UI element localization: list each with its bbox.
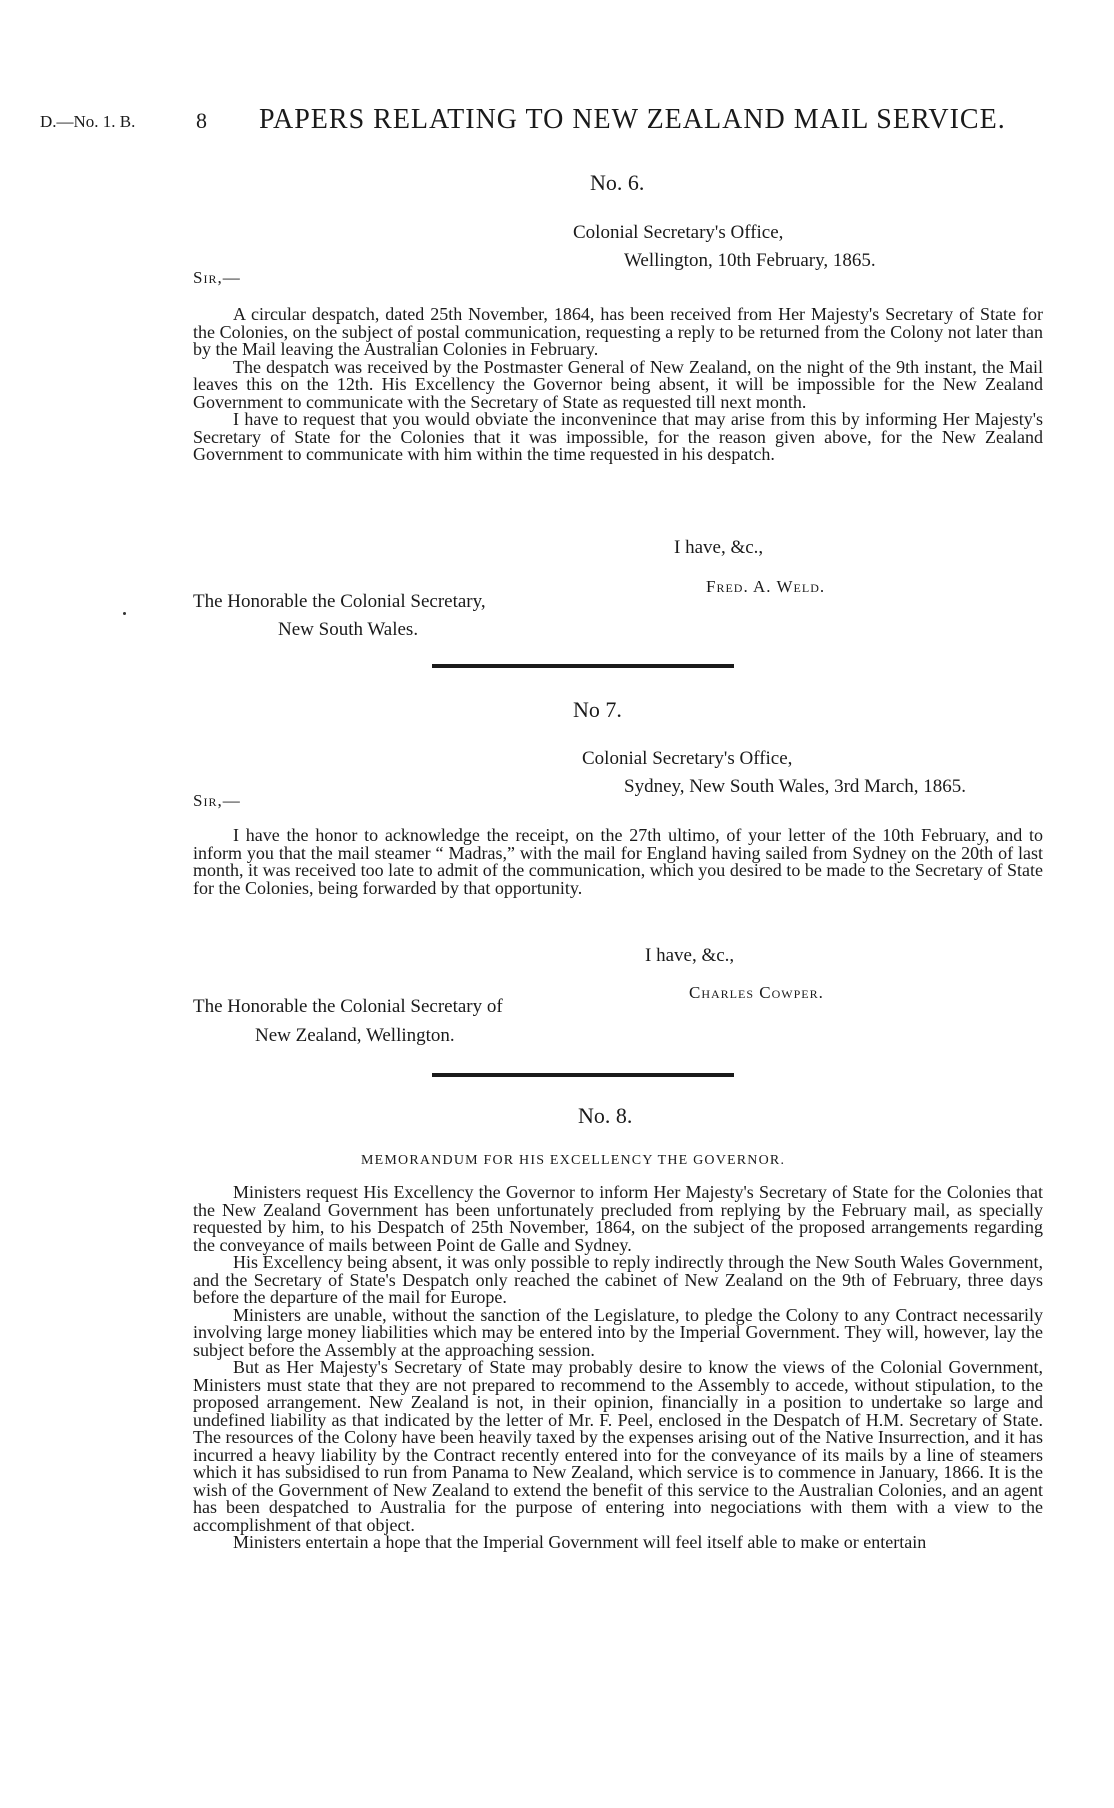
margin-mark <box>123 612 126 615</box>
memo-8-paragraph: His Excellency being absent, it was only possible to reply indirectly through the New South Wales Government, and the Secretary of State's Despatch only reached the cabinet of New Zealand on the 9th of February, three days before the departure of the mail for Europe. <box>193 1252 1043 1307</box>
letter-7-addressee-location: New Zealand, Wellington. <box>255 1025 455 1046</box>
memo-8-number: No. 8. <box>578 1103 633 1128</box>
letter-6-salutation: Sir,— <box>193 268 241 287</box>
memo-8-paragraph: But as Her Majesty's Secretary of State may probably desire to know the views of the Colonial Government, Ministers must state that they are not prepared to recommend to the Assembly to accede, without stipulation, to the proposed arrangement. New Zealand is not, in their opinion, financially in a position to undertake so large and undefined liability as that indicated by the letter of Mr. F. Peel, enclosed in the Despatch of H.M. Secretary of State. The resources of the Colony have been heavily taxed by the expenses arising out of the Native Insurrection, and it has incurred a heavy liability by the Contract recently entered into for the conveyance of its mails by a line of steamers which it has subsidised to run from Panama to New Zealand, which service is to commence in January, 1866. It is the wish of the Government of New Zealand to extend the benefit of this service to the Australian Colonies, and an agent has been despatched to Australia for the purpose of entering into negociations with them with a view to the accomplishment of that object. <box>193 1357 1043 1535</box>
letter-6-addressee-location: New South Wales. <box>278 619 419 640</box>
letter-7-number: No 7. <box>573 697 622 722</box>
letter-7-body <box>193 827 1043 897</box>
letter-7-salutation: Sir,— <box>193 791 241 810</box>
letter-7-office: Colonial Secretary's Office, <box>582 748 793 769</box>
letter-6-signature: Fred. A. Weld. <box>706 577 826 596</box>
document-reference: D.—No. 1. B. <box>40 112 136 131</box>
page-title: PAPERS RELATING TO NEW ZEALAND MAIL SERVICE. <box>259 104 1006 135</box>
memo-8-paragraph: Ministers entertain a hope that the Imperial Government will feel itself able to make or entertain <box>233 1532 927 1552</box>
letter-6-addressee: The Honorable the Colonial Secretary, <box>193 591 486 612</box>
letter-6-paragraph: A circular despatch, dated 25th November, 1864, has been received from Her Majesty's Secretary of State for the Colonies, on the subject of postal communication, requesting a reply to be returned from the Colony not later than by the Mail leaving the Australian Colonies in February. <box>193 304 1043 359</box>
memo-8-paragraph: Ministers request His Excellency the Governor to inform Her Majesty's Secretary of State for the Colonies that the New Zealand Government has been unfortunately precluded from replying by the February mail, as specially requested by him, to his Despatch of 25th November, 1864, on the subject of the proposed arrangements regarding the conveyance of mails between Point de Galle and Sydney. <box>193 1182 1043 1255</box>
letter-6-closing: I have, &c., <box>674 537 764 558</box>
letter-7-signature: Charles Cowper. <box>689 983 824 1002</box>
letter-6-number: No. 6. <box>590 170 645 195</box>
memo-8-heading: MEMORANDUM FOR HIS EXCELLENCY THE GOVERNOR. <box>361 1153 786 1168</box>
letter-6-office: Colonial Secretary's Office, <box>573 222 784 243</box>
section-divider <box>432 1073 734 1077</box>
memo-8-body <box>193 1184 1043 1552</box>
section-divider <box>432 664 734 668</box>
letter-7-place-date: Sydney, New South Wales, 3rd March, 1865. <box>624 776 967 797</box>
letter-6-body <box>193 306 1043 464</box>
page-number: 8 <box>196 108 207 133</box>
memo-8-paragraph: Ministers are unable, without the sanction of the Legislature, to pledge the Colony to any Contract necessarily involving large money liabilities which may be entered into by the Imperial Government. They will, however, lay the subject before the Assembly at the approaching session. <box>193 1304 1043 1360</box>
letter-7-paragraph: I have the honor to acknowledge the receipt, on the 27th ultimo, of your letter of the 10th February, and to inform you that the mail steamer “ Madras,” with the mail for England having sailed from Sydney on the 20th of last month, it was received too late to admit of the communication, which you desired to be made to the Secretary of State for the Colonies, being forwarded by that opportunity. <box>193 825 1043 898</box>
letter-7-closing: I have, &c., <box>645 945 735 966</box>
letter-6-paragraph: The despatch was received by the Postmaster General of New Zealand, on the night of the 9th instant, the Mail leaves this on the 12th. His Excellency the Governor being absent, it will be impossible for the New Zealand Government to communicate with the Secretary of State as requested till next month. <box>193 356 1043 412</box>
letter-6-paragraph: I have to request that you would obviate the inconvenince that may arise from this by informing Her Majesty's Secretary of State for the Colonies that it was impossible, for the reason given above, for the New Zealand Government to communicate with him within the time requested in his despatch. <box>193 409 1043 464</box>
letter-6-place-date: Wellington, 10th February, 1865. <box>624 250 876 271</box>
letter-7-addressee: The Honorable the Colonial Secretary of <box>193 996 503 1017</box>
